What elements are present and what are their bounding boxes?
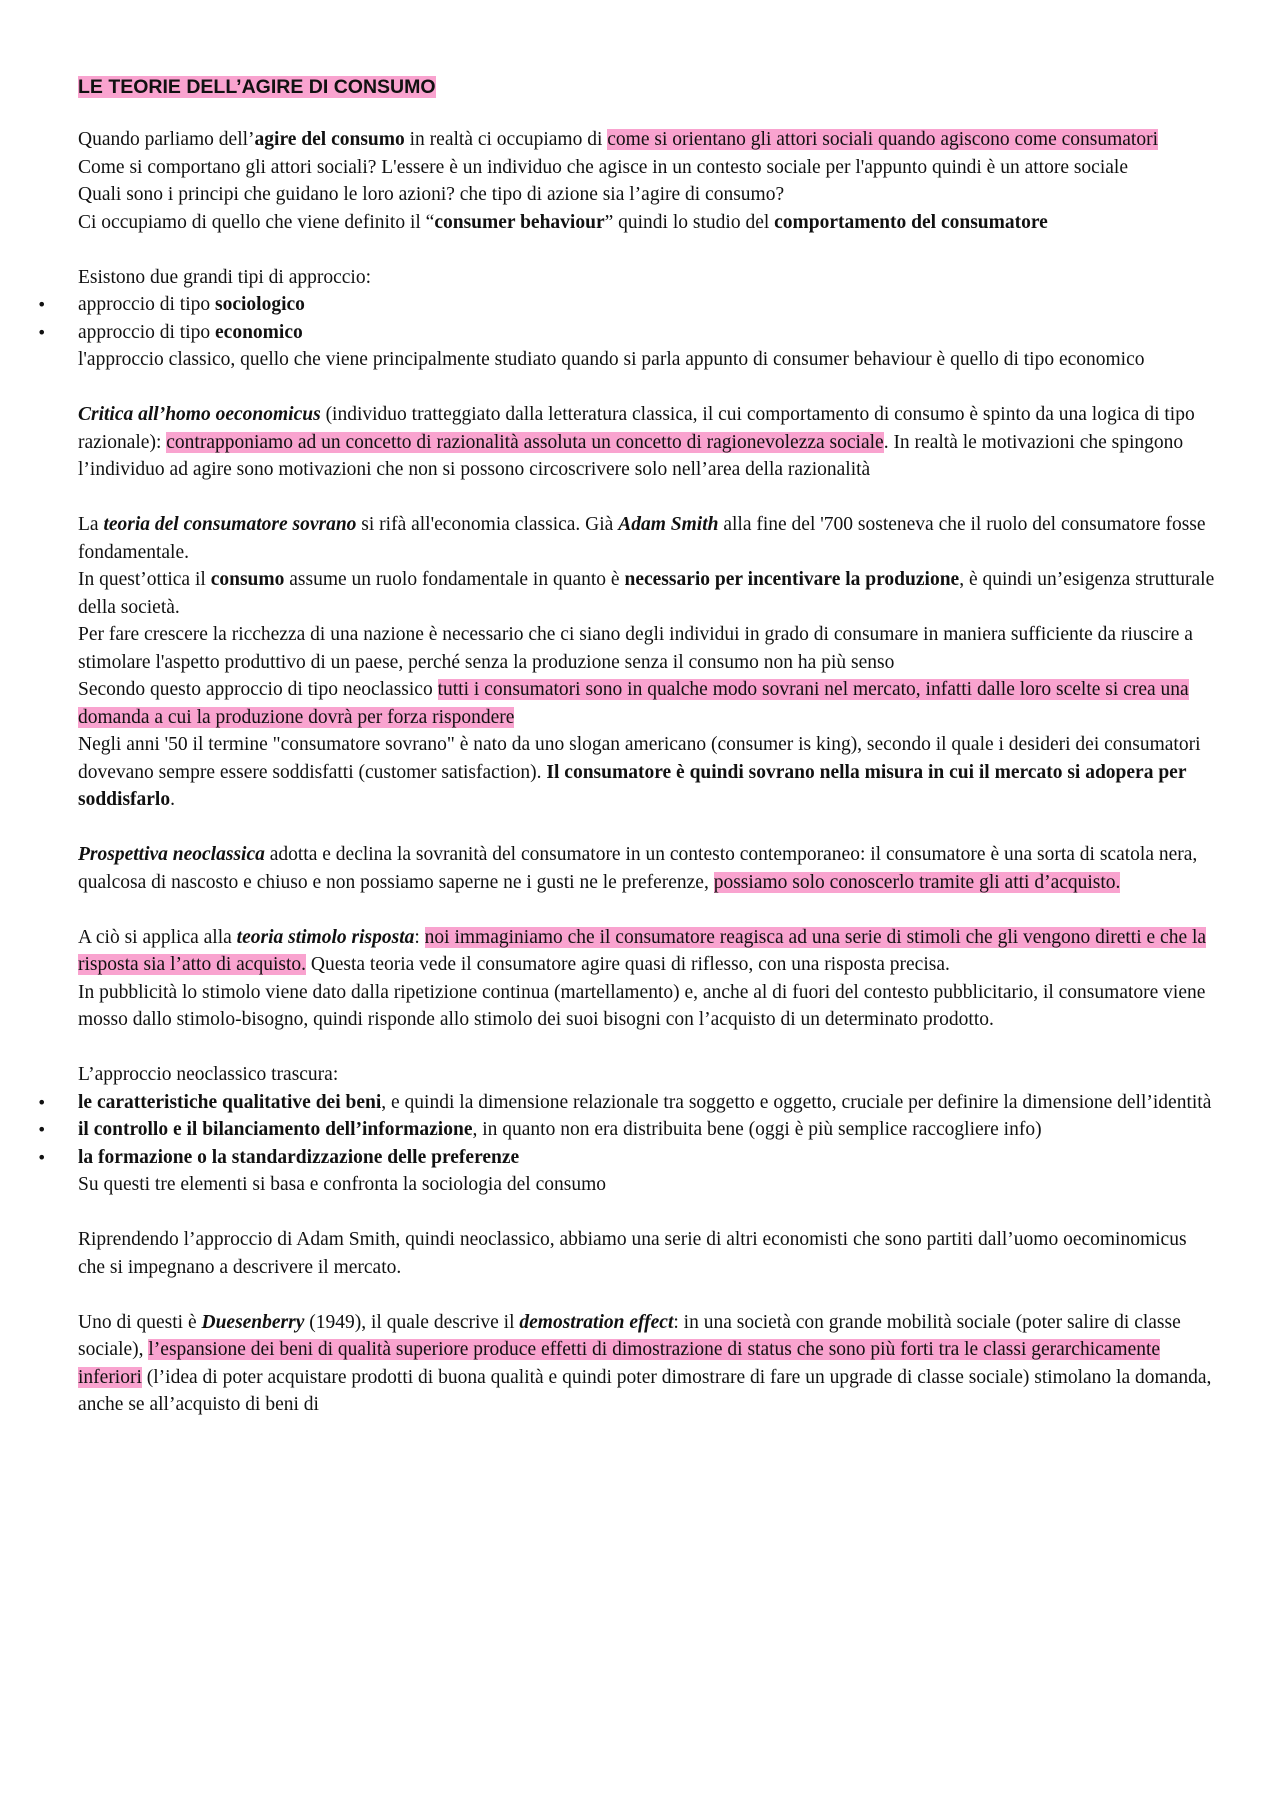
document-title: LE TEORIE DELL’AGIRE DI CONSUMO bbox=[78, 76, 436, 98]
highlight: tutti i consumatori sono in qualche modo sovrani nel mercato, infatti dalle loro scelte si crea una domanda a cui la produzione dovrà per forza rispondere bbox=[78, 679, 1189, 728]
paragraph: In quest’ottica il consumo assume un ruolo fondamentale in quanto è necessario per incentivare la produzione, è quindi un’esigenza strutturale della società. bbox=[78, 569, 1215, 618]
list-item: • il controllo e il bilanciamento dell’informazione, in quanto non era distribuita bene (oggi è più semplice raccogliere info) bbox=[78, 1116, 1218, 1144]
neglect-list bbox=[78, 1089, 1218, 1172]
paragraph: Quali sono i principi che guidano le loro azioni? che tipo di azione sia l’agire di consumo? bbox=[78, 184, 785, 205]
paragraph: Secondo questo approccio di tipo neoclassico tutti i consumatori sono in qualche modo sovrani nel mercato, infatti dalle loro scelte si crea una domanda a cui la produzione dovrà per forza rispondere bbox=[78, 679, 1189, 728]
paragraph-stimulus-response: A ciò si applica alla teoria stimolo risposta: noi immaginiamo che il consumatore reagisca ad una serie di stimoli che gli vengono diretti e che la risposta sia l’atto di acquisto. Questa teoria vede il consumatore agire quasi di riflesso, con una risposta precisa. bbox=[78, 926, 1207, 975]
paragraph-neglects: L’approccio neoclassico trascura: bbox=[78, 1064, 339, 1085]
list-item: • approccio di tipo sociologico bbox=[78, 291, 1218, 319]
paragraph: Negli anni '50 il termine "consumatore sovrano" è nato da uno slogan americano (consumer is king), secondo il quale i desideri dei consumatori dovevano sempre essere soddisfatti (customer satisfaction). Il consumatore è quindi sovrano nella misura in cui il mercato si adopera per soddisfarlo. bbox=[78, 734, 1201, 810]
paragraph-approaches: Esistono due grandi tipi di approccio: bbox=[78, 266, 371, 288]
list-item: • le caratteristiche qualitative dei beni, e quindi la dimensione relazionale tra soggetto e oggetto, cruciale per definire la dimensione dell’identità bbox=[78, 1089, 1218, 1117]
paragraph-sovereign-consumer: La teoria del consumatore sovrano si rifà all'economia classica. Già Adam Smith alla fine del '700 sosteneva che il ruolo del consumatore fosse fondamentale. bbox=[78, 514, 1206, 563]
list-item: • approccio di tipo economico bbox=[78, 319, 1218, 347]
paragraph-critique: Critica all’homo oeconomicus (individuo tratteggiato dalla letteratura classica, il cui comportamento di consumo è spinto da una logica di tipo razionale): contrapponiamo ad un concetto di razionalità assoluta un concetto di ragionevolezza sociale. In realtà le motivazioni che spingono l’individuo ad agire sono motivazioni che non si possono circoscrivere solo nell’area della razionalità bbox=[78, 404, 1195, 480]
list-item: • la formazione o la standardizzazione delle preferenze bbox=[78, 1144, 1218, 1172]
highlight: l’espansione dei beni di qualità superiore produce effetti di dimostrazione di status che sono più forti tra le classi gerarchicamente inferiori bbox=[78, 1339, 1161, 1388]
paragraph-neoclassical: Prospettiva neoclassica adotta e declina la sovranità del consumatore in un contesto contemporaneo: il consumatore è una sorta di scatola nera, qualcosa di nascosto e chiuso e non possiamo saperne ne i gusti ne le preferenze, possiamo solo conoscerlo tramite gli atti d’acquisto. bbox=[78, 844, 1198, 893]
document-page bbox=[78, 74, 1218, 1419]
paragraph-duesenberry: Uno di questi è Duesenberry (1949), il quale descrive il demostration effect: in una società con grande mobilità sociale (poter salire di classe sociale), l’espansione dei beni di qualità superiore produce effetti di dimostrazione di status che sono più forti tra le classi gerarchicamente inferiori (l’idea di poter acquistare prodotti di buona qualità e quindi poter dimostrare di fare un upgrade di classe sociale) stimolano la domanda, anche se all’acquisto di beni di bbox=[78, 1311, 1212, 1415]
paragraph: Ci occupiamo di quello che viene definito il “consumer behaviour” quindi lo studio del comportamento del consumatore bbox=[78, 211, 1048, 233]
paragraph: Come si comportano gli attori sociali? L'essere è un individuo che agisce in un contesto sociale per l'appunto quindi è un attore sociale bbox=[78, 156, 1128, 178]
paragraph-intro: Quando parliamo dell’agire del consumo in realtà ci occupiamo di come si orientano gli attori sociali quando agiscono come consumatori bbox=[78, 129, 1159, 150]
highlight: possiamo solo conoscerlo tramite gli atti d’acquisto. bbox=[713, 871, 1121, 893]
highlight: come si orientano gli attori sociali quando agiscono come consumatori bbox=[607, 129, 1159, 150]
paragraph: l'approccio classico, quello che viene principalmente studiato quando si parla appunto di consumer behaviour è quello di tipo economico bbox=[78, 349, 1145, 370]
paragraph: Su questi tre elementi si basa e confronta la sociologia del consumo bbox=[78, 1174, 606, 1195]
approach-list bbox=[78, 291, 1218, 346]
paragraph: Per fare crescere la ricchezza di una nazione è necessario che ci siano degli individui in grado di consumare in maniera sufficiente da riuscire a stimolare l'aspetto produttivo di un paese, perché senza la produzione senza il consumo non ha più senso bbox=[78, 624, 1193, 673]
highlight: noi immaginiamo che il consumatore reagisca ad una serie di stimoli che gli vengono diretti e che la risposta sia l’atto di acquisto. bbox=[78, 926, 1207, 975]
highlight: contrapponiamo ad un concetto di razionalità assoluta un concetto di ragionevolezza sociale bbox=[166, 431, 884, 453]
paragraph-adam-smith: Riprendendo l’approccio di Adam Smith, quindi neoclassico, abbiamo una serie di altri economisti che sono partiti dall’uomo oecominomicus che si impegnano a descrivere il mercato. bbox=[78, 1229, 1187, 1278]
paragraph: In pubblicità lo stimolo viene dato dalla ripetizione continua (martellamento) e, anche al di fuori del contesto pubblicitario, il consumatore viene mosso dallo stimolo-bisogno, quindi risponde allo stimolo dei suoi bisogni con l’acquisto di un determinato prodotto. bbox=[78, 981, 1206, 1030]
